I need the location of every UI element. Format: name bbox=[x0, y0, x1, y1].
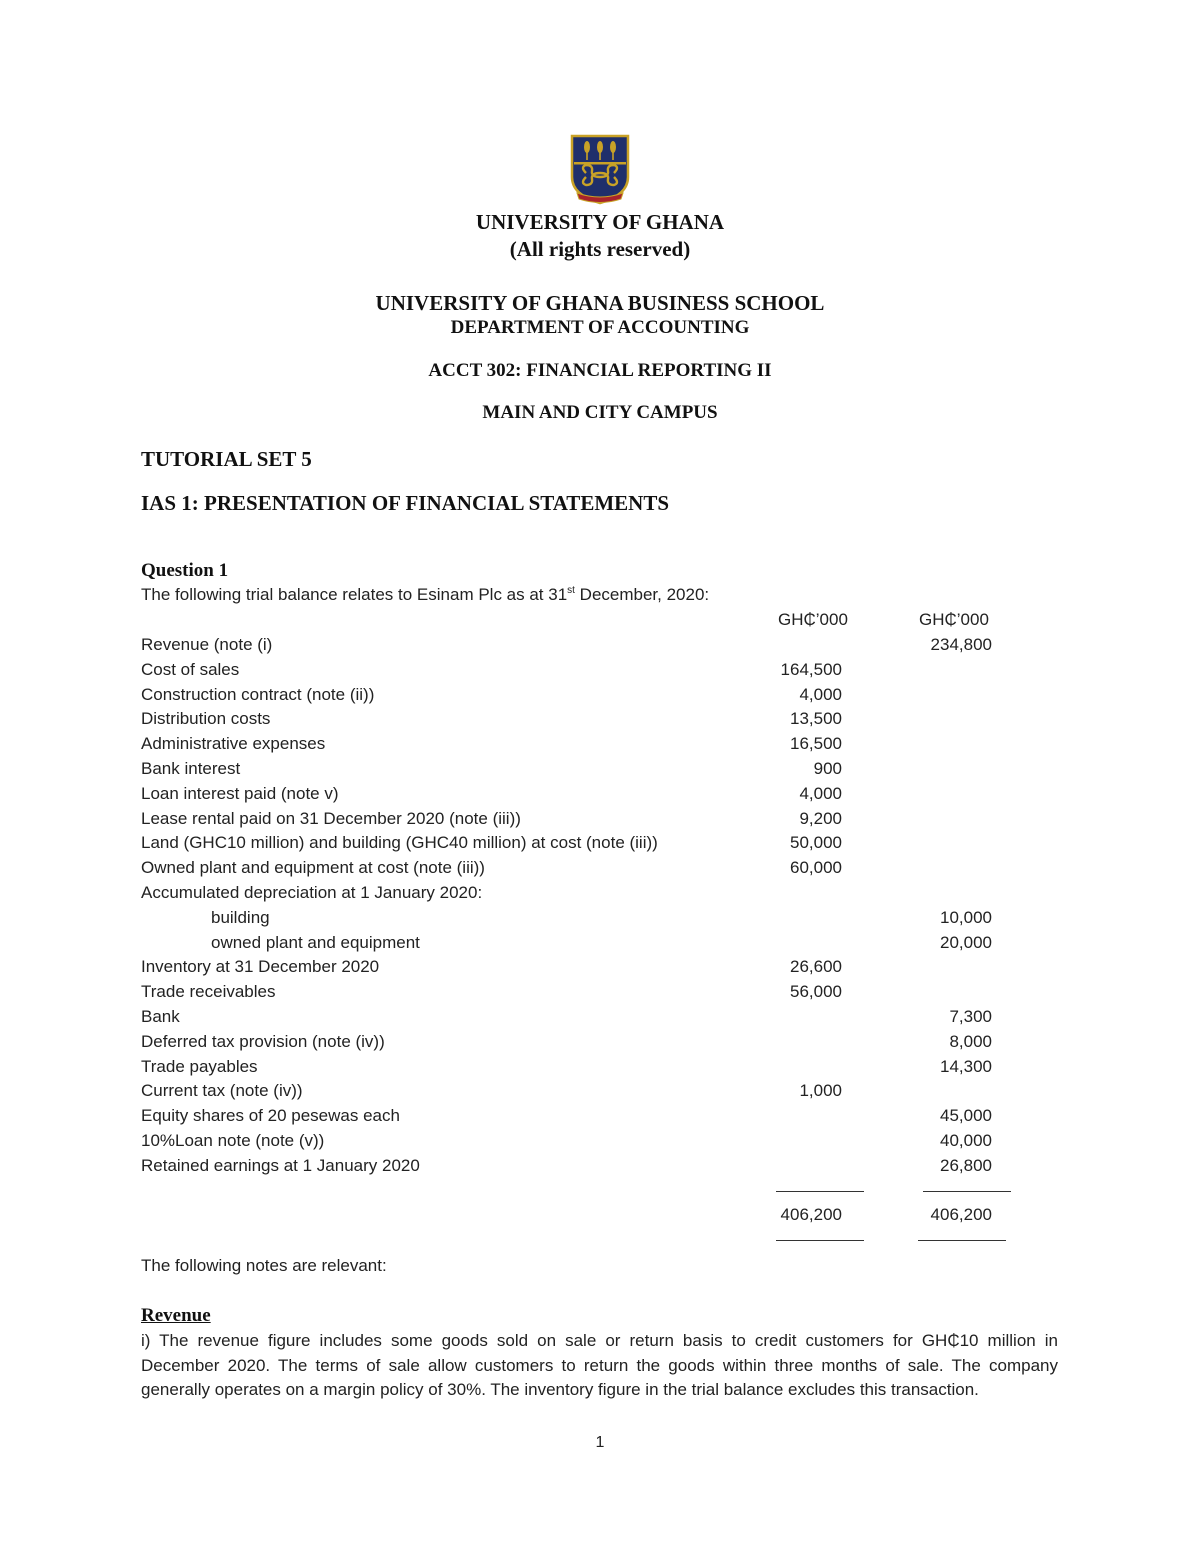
table-row bbox=[0, 982, 1200, 1006]
row-debit: 16,500 bbox=[790, 734, 842, 754]
university-name: UNIVERSITY OF GHANA bbox=[475, 210, 725, 234]
table-row bbox=[0, 1057, 1200, 1081]
row-debit: 56,000 bbox=[790, 982, 842, 1002]
credit-total: 406,200 bbox=[930, 1205, 992, 1224]
row-credit: 14,300 bbox=[940, 1056, 992, 1076]
rights-notice: (All rights reserved) bbox=[509, 237, 691, 261]
row-debit: 4,000 bbox=[799, 684, 842, 704]
row-debit: 50,000 bbox=[790, 833, 842, 853]
table-row bbox=[0, 1156, 1200, 1180]
revenue-heading: Revenue bbox=[141, 1305, 211, 1326]
row-label: Equity shares of 20 pesewas each bbox=[141, 1106, 400, 1126]
page-number: 1 bbox=[595, 1434, 605, 1451]
question-intro: The following trial balance relates to Esinam Plc as at 31st December, 2020: bbox=[141, 585, 710, 604]
totals-row bbox=[0, 1205, 1200, 1229]
row-label: Trade payables bbox=[141, 1056, 258, 1076]
table-row bbox=[0, 709, 1200, 733]
department-name: DEPARTMENT OF ACCOUNTING bbox=[450, 317, 750, 338]
row-label: Owned plant and equipment at cost (note (iii)) bbox=[141, 858, 485, 878]
table-row bbox=[0, 809, 1200, 833]
row-debit: 4,000 bbox=[799, 783, 842, 803]
credit-total-top-rule bbox=[923, 1191, 1011, 1192]
table-row bbox=[0, 784, 1200, 808]
row-label: Bank bbox=[141, 1007, 180, 1026]
table-row bbox=[0, 1007, 1200, 1031]
table-row bbox=[0, 1081, 1200, 1105]
question-title: Question 1 bbox=[141, 560, 229, 581]
row-credit: 20,000 bbox=[940, 932, 992, 952]
row-credit: 234,800 bbox=[930, 635, 992, 654]
table-row bbox=[0, 957, 1200, 981]
revenue-note-paragraph: i) The revenue figure includes some goods sold on sale or return basis to credit customers for GH₵10 million in December 2020. The terms of sale allow customers to return the goods within three months of sale. The company generally operates on a margin policy of 30%. The inventory figure in the trial balance excludes this transaction. bbox=[141, 1331, 1058, 1399]
row-label: Construction contract (note (ii)) bbox=[141, 684, 375, 704]
row-debit: 60,000 bbox=[790, 858, 842, 878]
table-row bbox=[0, 759, 1200, 783]
row-label: Retained earnings at 1 January 2020 bbox=[141, 1155, 420, 1175]
table-row bbox=[0, 933, 1200, 957]
table-row bbox=[0, 1106, 1200, 1130]
row-label: building bbox=[211, 907, 270, 927]
row-debit: 26,600 bbox=[790, 957, 842, 977]
row-credit: 7,300 bbox=[949, 1007, 992, 1026]
table-row bbox=[0, 908, 1200, 932]
university-crest-logo bbox=[569, 133, 631, 205]
row-label: Accumulated depreciation at 1 January 2020: bbox=[141, 883, 483, 902]
credit-total-bottom-rule bbox=[918, 1240, 1006, 1241]
campus-name: MAIN AND CITY CAMPUS bbox=[482, 402, 718, 423]
table-row bbox=[0, 635, 1200, 659]
row-label: Lease rental paid on 31 December 2020 (note (iii)) bbox=[141, 808, 521, 828]
row-label: owned plant and equipment bbox=[211, 932, 420, 952]
table-row bbox=[0, 858, 1200, 882]
row-credit: 10,000 bbox=[940, 907, 992, 927]
row-label: Loan interest paid (note v) bbox=[141, 783, 339, 803]
notes-intro: The following notes are relevant: bbox=[141, 1256, 387, 1275]
row-label: Bank interest bbox=[141, 759, 241, 778]
row-credit: 45,000 bbox=[940, 1106, 992, 1126]
table-row bbox=[0, 1131, 1200, 1155]
debit-total: 406,200 bbox=[780, 1205, 842, 1224]
row-label: Current tax (note (iv)) bbox=[141, 1081, 303, 1101]
debit-total-top-rule bbox=[776, 1191, 864, 1192]
row-label: Deferred tax provision (note (iv)) bbox=[141, 1031, 385, 1051]
table-row bbox=[0, 660, 1200, 684]
table-row bbox=[0, 685, 1200, 709]
row-debit: 164,500 bbox=[780, 659, 842, 679]
row-debit: 9,200 bbox=[799, 808, 842, 828]
debit-total-bottom-rule bbox=[776, 1240, 864, 1241]
row-debit: 1,000 bbox=[799, 1081, 842, 1101]
row-debit: 900 bbox=[813, 759, 842, 778]
tutorial-title: TUTORIAL SET 5 bbox=[141, 447, 312, 471]
row-credit: 26,800 bbox=[940, 1155, 992, 1175]
row-label: Administrative expenses bbox=[141, 734, 326, 754]
row-label: Cost of sales bbox=[141, 659, 240, 679]
row-label: Trade receivables bbox=[141, 982, 276, 1002]
table-row bbox=[0, 833, 1200, 857]
table-row bbox=[0, 883, 1200, 907]
table-row bbox=[0, 734, 1200, 758]
row-credit: 8,000 bbox=[949, 1031, 992, 1051]
row-label: 10%Loan note (note (v)) bbox=[141, 1131, 325, 1150]
row-label: Land (GHC10 million) and building (GHC40 million) at cost (note (iii)) bbox=[141, 833, 658, 853]
row-label: Revenue (note (i) bbox=[141, 635, 273, 654]
row-credit: 40,000 bbox=[940, 1131, 992, 1150]
course-title: ACCT 302: FINANCIAL REPORTING II bbox=[428, 360, 772, 381]
row-debit: 13,500 bbox=[790, 709, 842, 729]
debit-column-header: GH₵’000 bbox=[778, 610, 848, 629]
row-label: Distribution costs bbox=[141, 709, 271, 729]
topic-title: IAS 1: PRESENTATION OF FINANCIAL STATEMENTS bbox=[141, 491, 670, 515]
table-row bbox=[0, 1032, 1200, 1056]
credit-column-header: GH₵’000 bbox=[919, 610, 989, 629]
school-name: UNIVERSITY OF GHANA BUSINESS SCHOOL bbox=[375, 291, 825, 315]
row-label: Inventory at 31 December 2020 bbox=[141, 957, 380, 977]
